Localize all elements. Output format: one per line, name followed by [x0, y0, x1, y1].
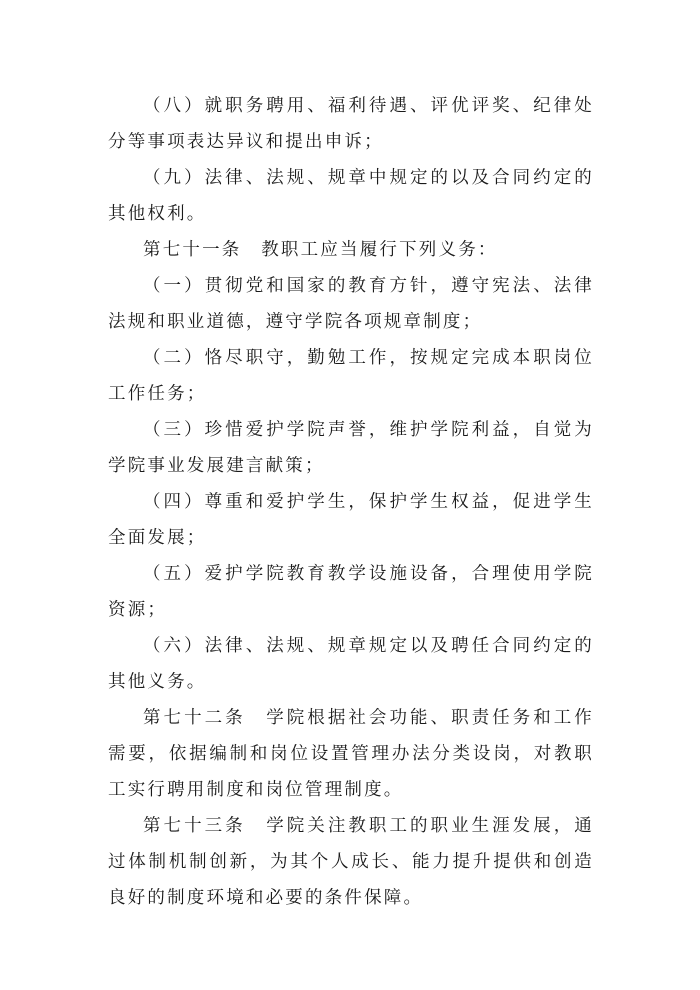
paragraph-duty-2: （二）恪尽职守，勤勉工作，按规定完成本职岗位工作任务；	[108, 348, 594, 404]
paragraph-duty-4: （四）尊重和爱护学生，保护学生权益，促进学生全面发展；	[108, 492, 594, 548]
paragraph-duty-5: （五）爱护学院教育教学设施设备，合理使用学院资源；	[108, 564, 594, 620]
paragraph-duty-6: （六）法律、法规、规章规定以及聘任合同约定的其他义务。	[108, 636, 594, 692]
document-page	[108, 88, 594, 916]
paragraph-duty-3: （三）珍惜爱护学院声誉，维护学院利益，自觉为学院事业发展建言献策；	[108, 420, 594, 476]
article-73: 第七十三条 学院关注教职工的职业生涯发展，通过体制机制创新，为其个人成长、能力提升提供和创造良好的制度环境和必要的条件保障。	[108, 816, 594, 908]
paragraph-right-8: （八）就职务聘用、福利待遇、评优评奖、纪律处分等事项表达异议和提出申诉；	[108, 96, 594, 152]
paragraph-right-9: （九）法律、法规、规章中规定的以及合同约定的其他权利。	[108, 168, 594, 224]
paragraph-duty-1: （一）贯彻党和国家的教育方针，遵守宪法、法律法规和职业道德，遵守学院各项规章制度；	[108, 276, 594, 332]
article-71-heading: 第七十一条 教职工应当履行下列义务：	[143, 240, 498, 260]
article-72: 第七十二条 学院根据社会功能、职责任务和工作需要，依据编制和岗位设置管理办法分类设岗，对教职工实行聘用制度和岗位管理制度。	[108, 708, 594, 800]
